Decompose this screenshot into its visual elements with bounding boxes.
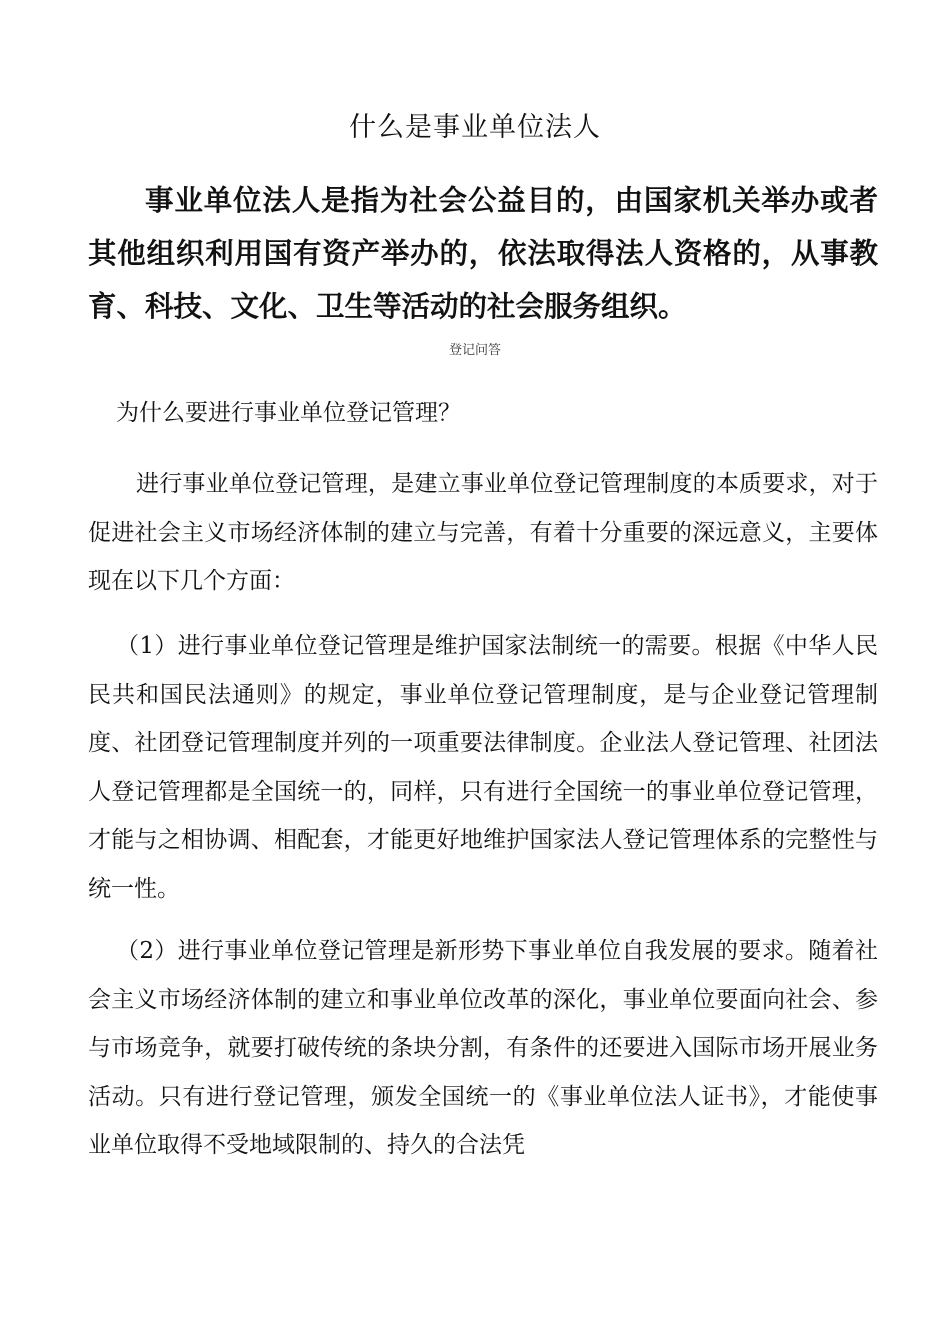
definition-paragraph: 事业单位法人是指为社会公益目的，由国家机关举办或者其他组织利用国有资产举办的，依法取得法人资格的，从事教育、科技、文化、卫生等活动的社会服务组织。 xyxy=(88,184,878,323)
body-paragraph-intro: 进行事业单位登记管理，是建立事业单位登记管理制度的本质要求，对于促进社会主义市场经济体制的建立与完善，有着十分重要的深远意义，主要体现在以下几个方面： xyxy=(88,471,878,594)
question-heading: 为什么要进行事业单位登记管理？ xyxy=(116,400,461,426)
body-paragraph-point-1: （1）进行事业单位登记管理是维护国家法制统一的需要。根据《中华人民民共和国民法通则》的规定，事业单位登记管理制度，是与企业登记管理制度、社团登记管理制度并列的一项重要法律制度。企业法人登记管理、社团法人登记管理都是全国统一的，同样，只有进行全国统一的事业单位登记管理，才能与之相协调、相配套，才能更好地维护国家法人登记管理体系的完整性与统一性。 xyxy=(88,633,878,902)
section-caption: 登记问答 xyxy=(448,343,501,358)
document-title: 什么是事业单位法人 xyxy=(349,112,601,143)
body-paragraph-point-2: （2）进行事业单位登记管理是新形势下事业单位自我发展的要求。随着社会主义市场经济体制的建立和事业单位改革的深化，事业单位要面向社会、参与市场竞争，就要打破传统的条块分割，有条件的还要进入国际市场开展业务活动。只有进行登记管理，颁发全国统一的《事业单位法人证书》，才能使事业单位取得不受地域限制的、持久的合法凭 xyxy=(88,938,878,1158)
